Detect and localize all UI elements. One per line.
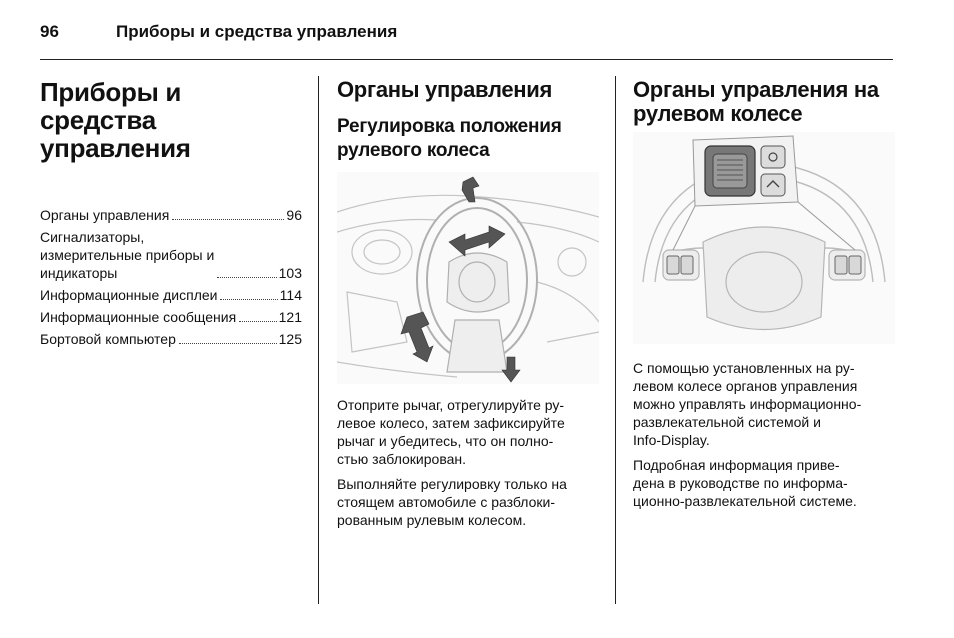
body-paragraph: Выполняйте регулировку только на стоящем автомобиле с разблоки- рованным рулевым колесом. (337, 476, 567, 528)
column-divider-right (615, 76, 616, 604)
toc-item-page: 103 (278, 265, 302, 281)
table-of-contents (40, 206, 302, 348)
toc-item[interactable] (40, 286, 302, 304)
toc-item-label: Бортовой компьютер (40, 331, 176, 347)
body-paragraph: Отоприте рычаг, отрегулируйте ру- левое колесо, затем зафиксируйте рычаг и убедитесь, что он полно- стью заблокирован. (337, 397, 565, 467)
chapter-title: Приборы и средства управления (40, 77, 191, 163)
section-subheading: Регулировка положения рулевого колеса (337, 116, 562, 161)
column-1 (40, 76, 302, 352)
toc-item[interactable] (40, 228, 302, 282)
column-2 (337, 76, 599, 163)
toc-leader-dots (220, 299, 277, 300)
body-paragraph: Подробная информация приве- дена в руководстве по информа- ционно-развлекательной системе. (633, 457, 857, 509)
toc-item[interactable] (40, 330, 302, 348)
toc-leader-dots (217, 277, 276, 278)
toc-item-page: 121 (278, 309, 302, 325)
section-heading: Органы управления (337, 77, 553, 102)
toc-leader-dots (239, 321, 276, 322)
column-3-body (633, 359, 895, 517)
column-3 (633, 76, 895, 126)
toc-item-page: 125 (278, 331, 302, 347)
page-header (40, 22, 893, 58)
column-2-body (337, 396, 599, 536)
toc-item-label: Информационные дисплеи (40, 287, 218, 303)
page-number: 96 (40, 22, 59, 41)
toc-item-page: 96 (286, 207, 302, 223)
toc-item-page: 114 (279, 287, 302, 303)
steering-adjustment-illustration (337, 172, 599, 384)
toc-leader-dots (179, 343, 277, 344)
steering-wheel-controls-illustration (633, 132, 895, 344)
running-title: Приборы и средства управления (116, 22, 398, 41)
header-rule (40, 59, 893, 60)
column-divider-left (318, 76, 319, 604)
toc-item-label: Информационные сообщения (40, 309, 237, 325)
toc-item[interactable] (40, 308, 302, 326)
toc-item-label: Сигнализаторы, измерительные приборы и индикаторы (40, 229, 215, 281)
section-heading: Органы управления на рулевом колесе (633, 77, 879, 126)
toc-leader-dots (172, 219, 284, 220)
toc-item[interactable] (40, 206, 302, 224)
body-paragraph: С помощью установленных на ру- левом колесе органов управления можно управлять информационно- развлекательной системой и Info-Display. (633, 360, 862, 448)
toc-item-label: Органы управления (40, 207, 170, 223)
